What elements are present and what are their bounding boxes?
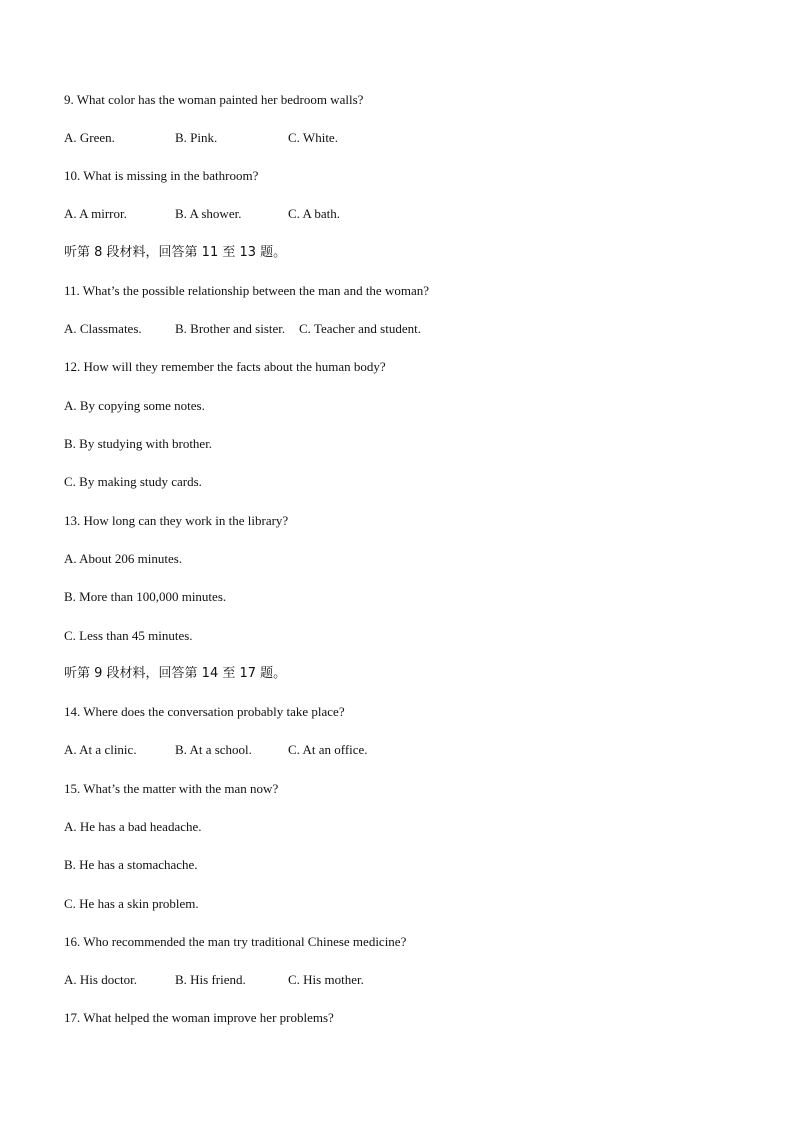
question-16-option-c: C. His mother.	[288, 972, 364, 987]
question-15-option-a: A. He has a bad headache.	[64, 819, 202, 834]
question-16-option-b: B. His friend.	[175, 972, 246, 987]
question-9-option-a: A. Green.	[64, 130, 115, 145]
question-13-stem: 13. How long can they work in the library?	[64, 513, 289, 528]
section-9-instruction: 听第 9 段材料，回答第 14 至 17 题。	[64, 666, 287, 681]
question-13-option-a: A. About 206 minutes.	[64, 551, 183, 566]
question-15-stem: 15. What’s the matter with the man now?	[64, 781, 279, 796]
question-10-option-a: A. A mirror.	[64, 206, 127, 221]
question-9-stem: 9. What color has the woman painted her bedroom walls?	[64, 92, 364, 107]
question-12-option-b: B. By studying with brother.	[64, 436, 213, 451]
question-14-option-b: B. At a school.	[175, 742, 252, 757]
question-10-option-b: B. A shower.	[175, 206, 242, 221]
question-12-stem: 12. How will they remember the facts about the human body?	[64, 359, 386, 374]
question-11-option-a: A. Classmates.	[64, 321, 142, 336]
question-11-option-b: B. Brother and sister.	[175, 321, 286, 336]
section-8-instruction: 听第 8 段材料，回答第 11 至 13 题。	[64, 245, 287, 260]
question-15-option-b: B. He has a stomachache.	[64, 857, 198, 872]
question-14-option-a: A. At a clinic.	[64, 742, 137, 757]
question-9-option-c: C. White.	[288, 130, 338, 145]
question-10-stem: 10. What is missing in the bathroom?	[64, 168, 259, 183]
question-12-option-c: C. By making study cards.	[64, 474, 202, 489]
question-11-option-c: C. Teacher and student.	[299, 321, 421, 336]
question-13-option-c: C. Less than 45 minutes.	[64, 628, 193, 643]
question-16-stem: 16. Who recommended the man try traditional Chinese medicine?	[64, 934, 407, 949]
question-11-stem: 11. What’s the possible relationship between the man and the woman?	[64, 283, 429, 298]
question-10-option-c: C. A bath.	[288, 206, 341, 221]
question-15-option-c: C. He has a skin problem.	[64, 896, 199, 911]
question-9-option-b: B. Pink.	[175, 130, 218, 145]
question-16-option-a: A. His doctor.	[64, 972, 137, 987]
question-13-option-b: B. More than 100,000 minutes.	[64, 589, 227, 604]
question-17-stem: 17. What helped the woman improve her problems?	[64, 1010, 334, 1025]
question-12-option-a: A. By copying some notes.	[64, 398, 205, 413]
question-14-stem: 14. Where does the conversation probably take place?	[64, 704, 345, 719]
question-14-option-c: C. At an office.	[288, 742, 368, 757]
